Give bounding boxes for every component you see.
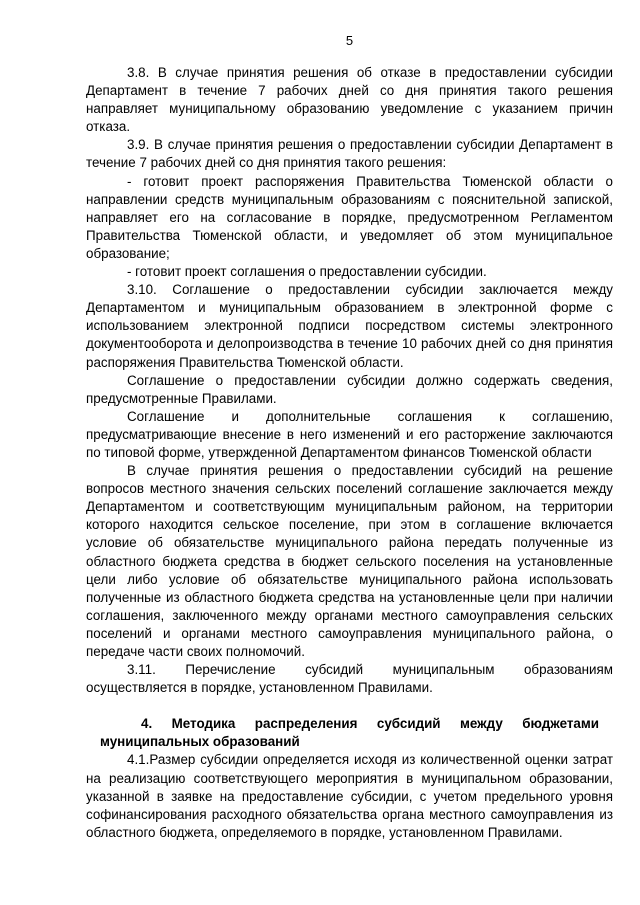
- paragraph-3-8: 3.8. В случае принятия решения об отказе в предоставлении субсидии Департамент в течение 7 рабочих дней со дня принятия такого решения направляет муниципальному образованию уведомление с указанием причин отказа.: [86, 65, 613, 135]
- paragraph-rural-settlements: В случае принятия решения о предоставлении субсидий на решение вопросов местного значения сельских поселений соглашение заключается между Департаментом и соответствующим муниципальным районом, на территории которого находится сельское поселение, при этом в соглашение включается условие об обязательстве муниципального района передать полученные из областного бюджета средства в бюджет сельского поселения на установленные цели либо условие об обязательстве муниципального района использовать полученные из областного бюджета средства на установленные цели при наличии соглашения, заключенного между органами местного самоуправления сельских поселений и органами местного самоуправления муниципального района, о передаче части своих полномочий.: [86, 463, 613, 659]
- paragraph-3-11: 3.11. Перечисление субсидий муниципальным образованиям осуществляется в порядке, установленном Правилами.: [86, 662, 613, 696]
- paragraph-3-9: 3.9. В случае принятия решения о предоставлении субсидии Департамент в течение 7 рабочих дней со дня принятия такого решения:: [86, 137, 613, 171]
- document-body: [86, 64, 613, 842]
- page-number: 5: [345, 33, 354, 48]
- section-heading: 4. Методика распределения субсидий между бюджетами муниципальных образований: [100, 716, 599, 750]
- paragraph-3-9-item-2: - готовит проект соглашения о предоставлении субсидии.: [127, 264, 487, 280]
- section-spacer: [86, 697, 613, 715]
- paragraph-additional-agreements: Соглашение и дополнительные соглашения к соглашению, предусматривающие внесение в него изменений и его расторжение заключаются по типовой форме, утвержденной Департаментом финансов Тюменской области: [86, 408, 613, 460]
- paragraph-3-10: 3.10. Соглашение о предоставлении субсидии заключается между Департаментом и муниципальным образованием в электронной форме с использованием электронной подписи посредством системы электронного документооборота и делопроизводства в течение 10 рабочих дней со дня принятия распоряжения Правительства Тюменской области.: [86, 282, 613, 370]
- paragraph-3-9-item-1: - готовит проект распоряжения Правительства Тюменской области о направлении средств муниципальным образованиям с пояснительной запиской, направляет его на согласование в порядке, предусмотренном Регламентом Правительства Тюменской области, и уведомляет об этом муниципальное образование;: [86, 173, 613, 261]
- paragraph-4-1: 4.1.Размер субсидии определяется исходя из количественной оценки затрат на реализацию соответствующего мероприятия в муниципальном образовании, указанной в заявке на предоставление субсидии, с учетом предельного уровня софинансирования расходного обязательства органа местного самоуправления из областного бюджета, определяемого в порядке, установленном Правилами.: [86, 752, 613, 840]
- paragraph-agreement-content: Соглашение о предоставлении субсидии должно содержать сведения, предусмотренные Правилами.: [86, 372, 613, 406]
